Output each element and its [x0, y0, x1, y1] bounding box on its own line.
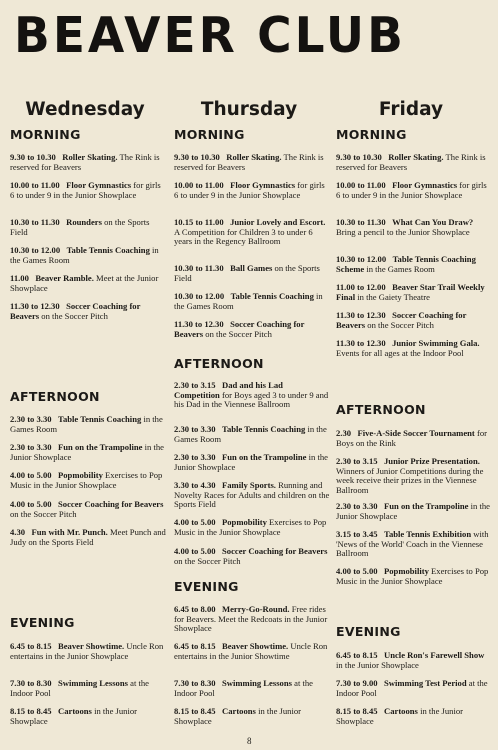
entry-details: on the Soccer Pitch	[10, 508, 77, 519]
entry-time: 6.45 to 8.15	[336, 650, 378, 660]
entry-title: Five-A-Side Soccer Tournament	[357, 428, 475, 438]
page-title: BEAVER CLUB	[14, 6, 406, 65]
schedule-entry	[174, 181, 330, 200]
schedule-entry	[10, 443, 166, 462]
schedule-entry	[174, 547, 330, 566]
entry-title: Swimming Lessons	[58, 678, 128, 688]
entry-title: Roller Skating.	[226, 152, 282, 162]
entry-title: Ball Games	[230, 263, 273, 273]
entry-time: 10.00 to 11.00	[10, 180, 60, 190]
day-heading: Friday	[378, 99, 444, 120]
schedule-entry	[174, 425, 330, 444]
entry-details: in the Junior Showplace	[174, 706, 302, 726]
entry-title: Junior Lovely and Escort.	[230, 217, 326, 227]
section-heading-morning: MORNING	[174, 127, 245, 142]
entry-title: Merry-Go-Round.	[222, 604, 290, 614]
section-heading-afternoon: AFTERNOON	[336, 402, 426, 417]
day-heading: Thursday	[200, 99, 298, 120]
entry-details: in the Games Room	[366, 263, 435, 274]
section-heading-evening: EVENING	[336, 624, 401, 639]
entry-time: 4.30	[10, 527, 26, 537]
entry-title: Dad and his Lad Competition	[174, 380, 283, 400]
entry-title: Swimming Test Period	[384, 678, 467, 688]
schedule-entry	[336, 339, 492, 358]
entry-title: Table Tennis Coaching	[58, 414, 142, 424]
entry-title: Soccer Coaching for Beavers	[58, 499, 164, 509]
schedule-entry	[10, 707, 166, 726]
entry-details: for Boys aged 3 to under 9 and his Dad in the Viennese Ballroom	[174, 389, 329, 410]
day-column-friday	[336, 96, 492, 726]
entry-details: in the Junior Showplace	[10, 442, 164, 462]
schedule-entry	[10, 153, 166, 172]
schedule-entry	[174, 453, 330, 472]
entry-title: Cartoons	[58, 706, 92, 716]
schedule-entry	[10, 246, 166, 265]
section-heading-afternoon: AFTERNOON	[10, 389, 100, 404]
entry-time: 10.30 to 12.00	[10, 245, 61, 255]
entry-details: Running and Novelty Races for Adults and children on the Sports Field	[174, 480, 330, 510]
entry-time: 10.00 to 11.00	[336, 180, 386, 190]
entry-time: 2.30 to 3.30	[10, 414, 52, 424]
entry-title: Fun with Mr. Punch.	[31, 527, 108, 537]
entry-title: Soccer Coaching for Beavers	[10, 301, 141, 321]
entry-title: Beaver Showtime.	[58, 641, 125, 651]
schedule-entry	[10, 679, 166, 698]
entry-details: on the Soccer Pitch	[367, 319, 434, 330]
schedule-entry	[174, 264, 330, 283]
entry-title: Junior Prize Presentation.	[384, 456, 480, 466]
entry-details: Uncle Ron entertains in the Junior Showplace	[10, 641, 164, 661]
entry-title: Table Tennis Exhibition	[384, 529, 472, 539]
day-heading: Wednesday	[25, 99, 145, 120]
entry-time: 10.30 to 11.30	[10, 217, 60, 227]
entry-details: for girls 6 to under 9 in the Junior Showplace	[174, 180, 325, 200]
schedule-entry	[10, 642, 166, 661]
entry-time: 2.30 to 3.30	[336, 501, 378, 511]
entry-time: 7.30 to 9.00	[336, 678, 378, 688]
schedule-entry	[174, 292, 330, 311]
section-heading-morning: MORNING	[336, 127, 407, 142]
entry-details: in the Junior Showplace	[174, 452, 328, 472]
entry-time: 2.30	[336, 428, 352, 438]
schedule-entry	[336, 567, 492, 586]
entry-details: at the Indoor Pool	[336, 678, 488, 698]
entry-time: 6.45 to 8.15	[10, 641, 52, 651]
entry-details: in the Junior Showplace	[336, 659, 419, 670]
entry-time: 11.30 to 12.30	[336, 310, 386, 320]
schedule-entry	[174, 518, 330, 537]
entry-details: for Boys on the Rink	[336, 428, 487, 448]
schedule-entry	[336, 679, 492, 698]
entry-time: 2.30 to 3.30	[174, 452, 216, 462]
entry-details: on the Sports Field	[174, 263, 320, 283]
entry-title: Beaver Star Trail Weekly Final	[336, 282, 485, 302]
entry-details: Events for all ages at the Indoor Pool	[336, 347, 464, 358]
entry-details: The Rink is reserved for Beavers	[10, 152, 160, 172]
schedule-entry	[174, 320, 330, 339]
entry-title: Popmobility	[222, 517, 267, 527]
entry-details: at the Indoor Pool	[174, 678, 313, 698]
entry-time: 10.30 to 11.30	[174, 263, 224, 273]
schedule-entry	[336, 255, 492, 274]
entry-title: What Can You Draw?	[392, 217, 474, 227]
entry-time: 9.30 to 10.30	[336, 152, 382, 162]
entry-details: Free rides for Beavers. Meet the Redcoats in the Junior Showplace	[174, 604, 328, 634]
entry-details: Meet Punch and Judy on the Sports Field	[10, 527, 166, 547]
entry-title: Beaver Ramble.	[35, 273, 94, 283]
schedule-entry	[10, 181, 166, 200]
entry-time: 8.15 to 8.45	[174, 706, 216, 716]
entry-time: 2.30 to 3.30	[174, 424, 216, 434]
schedule-entry	[336, 218, 492, 237]
schedule-entry	[10, 218, 166, 237]
entry-title: Table Tennis Coaching Scheme	[336, 254, 476, 274]
entry-time: 9.30 to 10.30	[10, 152, 56, 162]
schedule-entry	[336, 311, 492, 330]
entry-details: in the Junior Showplace	[336, 501, 490, 521]
schedule-entry	[174, 605, 330, 634]
entry-details: Meet at the Junior Showplace	[10, 273, 159, 293]
entry-details: in the Junior Showplace	[336, 706, 464, 726]
entry-title: Uncle Ron's Farewell Show	[384, 650, 485, 660]
entry-details: in the Games Room	[174, 291, 323, 311]
entry-title: Table Tennis Coaching	[230, 291, 314, 301]
entry-time: 10.30 to 12.00	[174, 291, 225, 301]
entry-time: 3.15 to 3.45	[336, 529, 378, 539]
entry-details: for girls 6 to under 9 in the Junior Showplace	[10, 180, 161, 200]
entry-details: Uncle Ron entertains in the Junior Showtime	[174, 641, 328, 661]
entry-details: in the Gaiety Theatre	[357, 291, 430, 302]
schedule-entry	[10, 274, 166, 293]
entry-details: on the Sports Field	[10, 217, 150, 237]
schedule-entry	[10, 500, 166, 519]
section-heading-evening: EVENING	[174, 579, 239, 594]
entry-time: 11.30 to 12.30	[336, 338, 386, 348]
entry-details: in the Junior Showplace	[10, 706, 138, 726]
entry-details: in the Games Room	[10, 414, 163, 434]
entry-title: Cartoons	[384, 706, 418, 716]
section-heading-evening: EVENING	[10, 615, 75, 630]
entry-time: 3.30 to 4.30	[174, 480, 216, 490]
entry-title: Beaver Showtime.	[222, 641, 289, 651]
entry-details: with 'News of the World' Coach in the Viennese Ballroom	[336, 529, 489, 559]
section-heading-afternoon: AFTERNOON	[174, 356, 264, 371]
entry-title: Floor Gymnastics	[66, 180, 132, 190]
entry-title: Popmobility	[384, 566, 429, 576]
entry-details: for girls 6 to under 9 in the Junior Showplace	[336, 180, 487, 200]
entry-details: The Rink is reserved for Beavers	[174, 152, 324, 172]
entry-title: Floor Gymnastics	[392, 180, 458, 190]
day-column-thursday	[174, 96, 330, 726]
schedule-entry	[174, 481, 330, 510]
entry-details: on the Soccer Pitch	[205, 328, 272, 339]
entry-title: Fun on the Trampoline	[58, 442, 143, 452]
schedule-entry	[174, 642, 330, 661]
entry-title: Family Sports.	[222, 480, 276, 490]
schedule-entry	[174, 707, 330, 726]
entry-title: Junior Swimming Gala.	[392, 338, 480, 348]
entry-time: 4.00 to 5.00	[10, 470, 52, 480]
entry-title: Roller Skating.	[62, 152, 118, 162]
entry-title: Popmobility	[58, 470, 103, 480]
entry-time: 10.30 to 11.30	[336, 217, 386, 227]
schedule-entry	[10, 415, 166, 434]
entry-details: on the Soccer Pitch	[174, 555, 241, 566]
entry-title: Swimming Lessons	[222, 678, 292, 688]
entry-details: The Rink is reserved for Beavers	[336, 152, 486, 172]
entry-time: 2.30 to 3.15	[336, 456, 378, 466]
entry-time: 4.00 to 5.00	[174, 517, 216, 527]
entry-details: in the Games Room	[174, 424, 327, 444]
schedule-entry	[336, 502, 492, 521]
section-heading-morning: MORNING	[10, 127, 81, 142]
entry-details: Exercises to Pop Music in the Junior Showplace	[10, 470, 163, 490]
schedule-entry	[10, 302, 166, 321]
day-column-wednesday	[10, 96, 166, 726]
entry-time: 11.30 to 12.30	[174, 319, 224, 329]
schedule-entry	[336, 457, 492, 495]
entry-time: 6.45 to 8.00	[174, 604, 216, 614]
entry-time: 2.30 to 3.15	[174, 380, 216, 390]
schedule-entry	[336, 530, 492, 559]
entry-time: 4.00 to 5.00	[10, 499, 52, 509]
entry-title: Cartoons	[222, 706, 256, 716]
schedule-entry	[174, 679, 330, 698]
entry-time: 7.30 to 8.30	[174, 678, 216, 688]
entry-title: Roller Skating.	[388, 152, 444, 162]
entry-details: A Competition for Children 3 to under 6 years in the Regency Ballroom	[174, 226, 313, 247]
schedule-entry	[336, 651, 492, 670]
entry-time: 11.30 to 12.30	[10, 301, 60, 311]
entry-time: 9.30 to 10.30	[174, 152, 220, 162]
entry-title: Fun on the Trampoline	[222, 452, 307, 462]
entry-title: Floor Gymnastics	[230, 180, 296, 190]
entry-time: 7.30 to 8.30	[10, 678, 52, 688]
entry-title: Soccer Coaching for Beavers	[222, 546, 328, 556]
entry-time: 6.45 to 8.15	[174, 641, 216, 651]
entry-details: Exercises to Pop Music in the Junior Showplace	[336, 566, 489, 586]
schedule-entry	[336, 429, 492, 448]
entry-title: Soccer Coaching for Beavers	[336, 310, 467, 330]
entry-details: at the Indoor Pool	[10, 678, 149, 698]
schedule-entry	[174, 218, 330, 247]
entry-time: 4.00 to 5.00	[174, 546, 216, 556]
entry-details: on the Soccer Pitch	[41, 310, 108, 321]
schedule-entry	[336, 181, 492, 200]
entry-time: 10.15 to 11.00	[174, 217, 224, 227]
entry-title: Fun on the Trampoline	[384, 501, 469, 511]
schedule-entry	[174, 153, 330, 172]
schedule-entry	[10, 471, 166, 490]
entry-time: 10.00 to 11.00	[174, 180, 224, 190]
schedule-entry	[174, 381, 330, 410]
entry-details: Winners of Junior Competitions during the week receive their prizes in the Viennese Ballroom	[336, 465, 484, 495]
page-number: 8	[247, 736, 252, 746]
entry-title: Rounders	[66, 217, 102, 227]
entry-title: Soccer Coaching for Beavers	[174, 319, 305, 339]
entry-time: 2.30 to 3.30	[10, 442, 52, 452]
schedule-entry	[336, 153, 492, 172]
schedule-entry	[336, 707, 492, 726]
schedule-entry	[336, 283, 492, 302]
entry-time: 8.15 to 8.45	[336, 706, 378, 716]
entry-title: Table Tennis Coaching	[222, 424, 306, 434]
entry-time: 10.30 to 12.00	[336, 254, 387, 264]
entry-time: 8.15 to 8.45	[10, 706, 52, 716]
entry-details: Exercises to Pop Music in the Junior Showplace	[174, 517, 327, 537]
entry-time: 4.00 to 5.00	[336, 566, 378, 576]
entry-time: 11.00 to 12.00	[336, 282, 386, 292]
entry-details: in the Games Room	[10, 245, 159, 265]
entry-details: Bring a pencil to the Junior Showplace	[336, 226, 470, 237]
entry-title: Table Tennis Coaching	[66, 245, 150, 255]
schedule-entry	[10, 528, 166, 547]
entry-time: 11.00	[10, 273, 29, 283]
